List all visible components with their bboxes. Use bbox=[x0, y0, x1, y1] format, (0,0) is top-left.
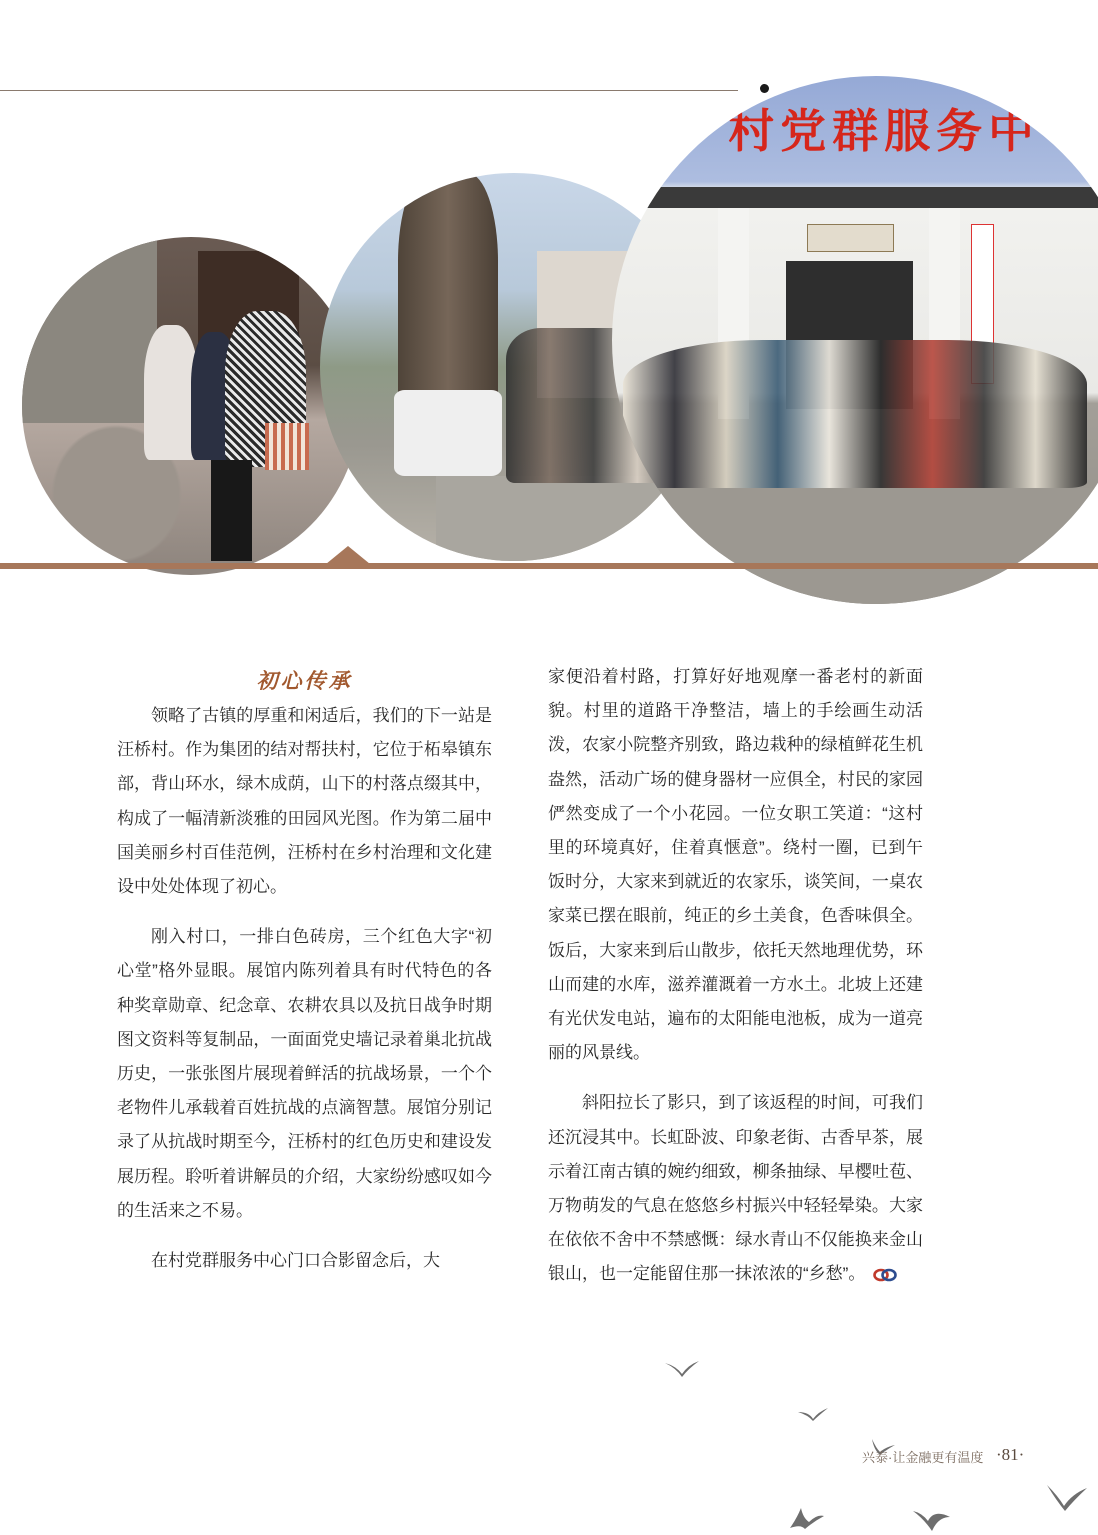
photo-group-service-center bbox=[612, 76, 1098, 604]
bird-icon bbox=[664, 1360, 700, 1378]
header-rule bbox=[0, 90, 738, 91]
right-column bbox=[548, 660, 923, 1292]
bird-icon bbox=[912, 1507, 952, 1533]
paragraph-5 bbox=[548, 1086, 923, 1291]
paragraph-1: 领略了古镇的厚重和闲适后，我们的下一站是汪桥村。作为集团的结对帮扶村，它位于柘皋镇东部，背山环水，绿木成荫，山下的村落点缀其中，构成了一幅清新淡雅的田园风光图。作为第二届中国美丽乡村百佳范例，汪桥村在乡村治理和文化建设中处处体现了初心。 bbox=[117, 706, 492, 897]
bird-icon bbox=[1046, 1484, 1088, 1512]
photo-base-notch bbox=[326, 546, 370, 564]
left-column bbox=[117, 663, 492, 1278]
end-mark-icon bbox=[873, 1268, 897, 1282]
paragraph-3: 在村党群服务中心门口合影留念后，大 bbox=[151, 1251, 440, 1271]
header-dot bbox=[760, 84, 769, 93]
bird-icon bbox=[789, 1500, 825, 1530]
paragraph-2: 刚入村口，一排白色砖房，三个红色大字“初心堂”格外显眼。展馆内陈列着具有时代特色的各种奖章勋章、纪念章、农耕农具以及抗日战争时期图文资料等复制品，一面面党史墙记录着巢北抗战历史，一张张图片展现着鲜活的抗战场景，一个个老物件儿承载着百姓抗战的点滴智慧。展馆分别记录了从抗战时期至今，汪桥村的红色历史和建设发展历程。聆听着讲解员的介绍，大家纷纷感叹如今的生活来之不易。 bbox=[117, 927, 492, 1220]
paragraph-4: 家便沿着村路，打算好好地观摩一番老村的新面貌。村里的道路干净整洁，墙上的手绘画生动活泼，农家小院整齐别致，路边栽种的绿植鲜花生机盎然，活动广场的健身器材一应俱全，村民的家园俨然变成了一个小花园。一位女职工笑道：“这村里的环境真好，住着真惬意”。绕村一圈，已到午饭时分，大家来到就近的农家乐，谈笑间，一桌农家菜已摆在眼前，纯正的乡土美食，色香味俱全。饭后，大家来到后山散步，依托天然地理优势，环山而建的水库，滋养灌溉着一方水土。北坡上还建有光伏发电站，遍布的太阳能电池板，成为一道亮丽的风景线。 bbox=[548, 667, 923, 1063]
paragraph-5-text: 斜阳拉长了影只，到了该返程的时间，可我们还沉浸其中。长虹卧波、印象老街、古香早茶，展示着江南古镇的婉约细致，柳条抽绿、早樱吐苞、万物萌发的气息在悠悠乡村振兴中轻轻晕染。大家在依依不舍中不禁感慨：绿水青山不仅能换来金山银山，也一定能留住那一抹浓浓的“乡愁”。 bbox=[548, 1093, 923, 1284]
photo-base-band bbox=[0, 563, 1098, 569]
photo-sign-text: 村党群服务中 bbox=[728, 103, 1041, 158]
page-number: ·81· bbox=[996, 1445, 1025, 1464]
bird-icon bbox=[797, 1406, 829, 1422]
photo-women-sitting bbox=[22, 237, 360, 575]
section-heading: 初心传承 bbox=[256, 668, 353, 693]
footer-slogan: 兴泰·让金融更有温度 bbox=[862, 1450, 984, 1465]
